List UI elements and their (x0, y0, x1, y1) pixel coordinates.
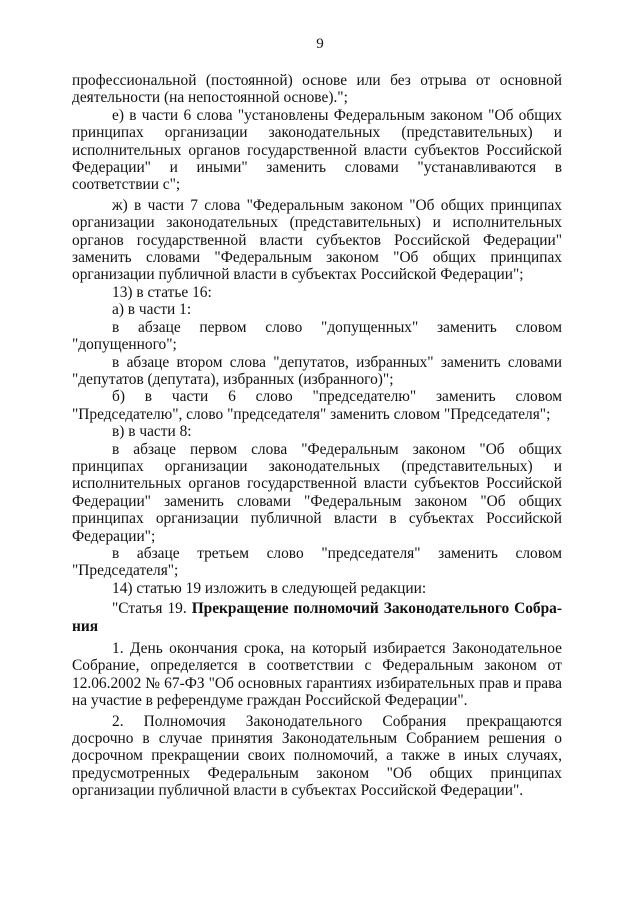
paragraph-abzac-1: в абзаце первом слово "допущенных" заменить словом "допущенного"; (72, 318, 562, 354)
paragraph-item-13: 13) в статье 16: (112, 283, 212, 301)
paragraph-continuation: профессиональной (постоянной) основе или без отрыва от основной деятельности (на непостоянной основе)."; (72, 72, 562, 107)
article-heading (72, 600, 562, 635)
paragraph-abzac-first: в абзаце первом слова "Федеральным законом "Об общих принципах организации законодательных (представительных) и исполнительных органов государственной власти субъектов Российской Федерации" заменить словами "Федеральным законом "Об общих принципах организации публичной власти в субъектах Российской Федерации"; (72, 440, 562, 545)
article-paragraph-1: 1. День окончания срока, на который избирается Законодательное Собрание, определяется в соответствии с Федеральным законом от 12.06.2002 № 67-ФЗ "Об основных гарантиях избирательных прав и права на участие в референдуме граждан Российской Федерации". (72, 640, 562, 710)
article-paragraph-2: 2. Полномочия Законодательного Собрания прекращаются досрочно в случае принятия Законодательным Собранием решения о досрочном прекращении своих полномочий, а также в иных случаях, предусмотренных Федеральным законом "Об общих принципах организации публичной власти в субъектах Российской Федерации". (72, 712, 562, 800)
paragraph-item-zh: ж) в части 7 слова "Федеральным законом "Об общих принципах организации законодательных (представительных) и исполнительных органов государственной власти субъектов Российской Федерации" заменить словами "Федеральным законом "Об общих принципах организации публичной власти в субъектах Российской Федерации"; (72, 196, 562, 284)
paragraph-item-e: е) в части 6 слова "установлены Федеральным законом "Об общих принципах организации законодательных (представительных) и исполнительных органов государственной власти субъектов Российской Федерации" и иными" заменить словами "устанавливаются в соответствии с"; (72, 106, 562, 194)
paragraph-item-b: б) в части 6 слово "председателю" заменить словом "Председателю", слово "председателя" заменить словом "Председателя"; (72, 388, 562, 423)
article-heading-title: Прекращение полномочий Законодательного Собрания (72, 600, 563, 635)
paragraph-item-14: 14) статью 19 изложить в следующей редакции: (112, 579, 427, 597)
paragraph-abzac-2: в абзаце втором слова "депутатов, избранных" заменить словами "депутатов (депутата), избранных (избранного)"; (72, 353, 562, 388)
paragraph-item-a: а) в части 1: (112, 301, 192, 319)
page-number: 9 (316, 36, 324, 52)
paragraph-item-v: в) в части 8: (112, 423, 192, 441)
document-body (72, 72, 562, 800)
paragraph-abzac-third: в абзаце третьем слово "председателя" заменить словом "Председателя"; (72, 544, 562, 580)
article-heading-lead: "Статья 19. (112, 600, 192, 618)
